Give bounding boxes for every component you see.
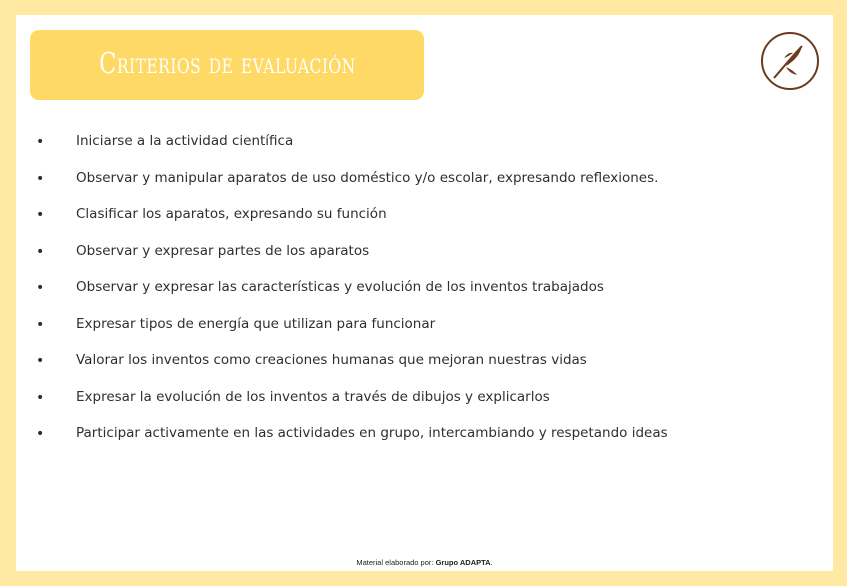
list-item bbox=[36, 352, 796, 389]
footer-credit bbox=[16, 558, 833, 567]
list-item bbox=[36, 133, 796, 170]
criterion-text: Clasificar los aparatos, expresando su función bbox=[76, 206, 387, 222]
criterion-text: Expresar tipos de energía que utilizan para funcionar bbox=[76, 315, 436, 332]
list-item bbox=[36, 170, 796, 207]
list-item bbox=[36, 243, 796, 280]
page-title: Criterios de evaluación bbox=[98, 46, 356, 80]
bullet: • bbox=[36, 389, 45, 406]
bullet: • bbox=[36, 134, 45, 150]
bullet: • bbox=[36, 316, 45, 333]
list-item bbox=[36, 206, 796, 243]
bullet: • bbox=[36, 280, 45, 296]
criterion-text: Observar y expresar partes de los aparatos bbox=[76, 242, 370, 259]
criterion-text: Participar activamente en las actividades en grupo, intercambiando y respetando ideas bbox=[76, 425, 668, 441]
list-item bbox=[36, 316, 796, 353]
footer-suffix: . bbox=[490, 558, 493, 567]
list-item bbox=[36, 425, 796, 462]
slide-page bbox=[16, 15, 833, 571]
bullet: • bbox=[36, 426, 45, 442]
title-banner bbox=[30, 30, 424, 100]
criterion-text: Iniciarse a la actividad científica bbox=[76, 133, 294, 149]
footer-prefix: Material elaborado por: bbox=[356, 558, 436, 567]
bullet: • bbox=[36, 243, 45, 260]
bullet: • bbox=[36, 207, 45, 223]
bullet: • bbox=[36, 170, 45, 187]
list-item bbox=[36, 389, 796, 426]
criterion-text: Observar y expresar las características y evolución de los inventos trabajados bbox=[76, 279, 604, 295]
list-item bbox=[36, 279, 796, 316]
criterion-text: Valorar los inventos como creaciones humanas que mejoran nuestras vidas bbox=[76, 352, 587, 368]
bullet: • bbox=[36, 353, 45, 369]
feather-quill-icon bbox=[760, 31, 820, 91]
criterion-text: Expresar la evolución de los inventos a través de dibujos y explicarlos bbox=[76, 388, 550, 405]
footer-author: Grupo ADAPTA bbox=[435, 558, 491, 567]
criteria-list bbox=[36, 133, 796, 462]
criterion-text: Observar y manipular aparatos de uso doméstico y/o escolar, expresando reflexiones. bbox=[76, 169, 659, 186]
